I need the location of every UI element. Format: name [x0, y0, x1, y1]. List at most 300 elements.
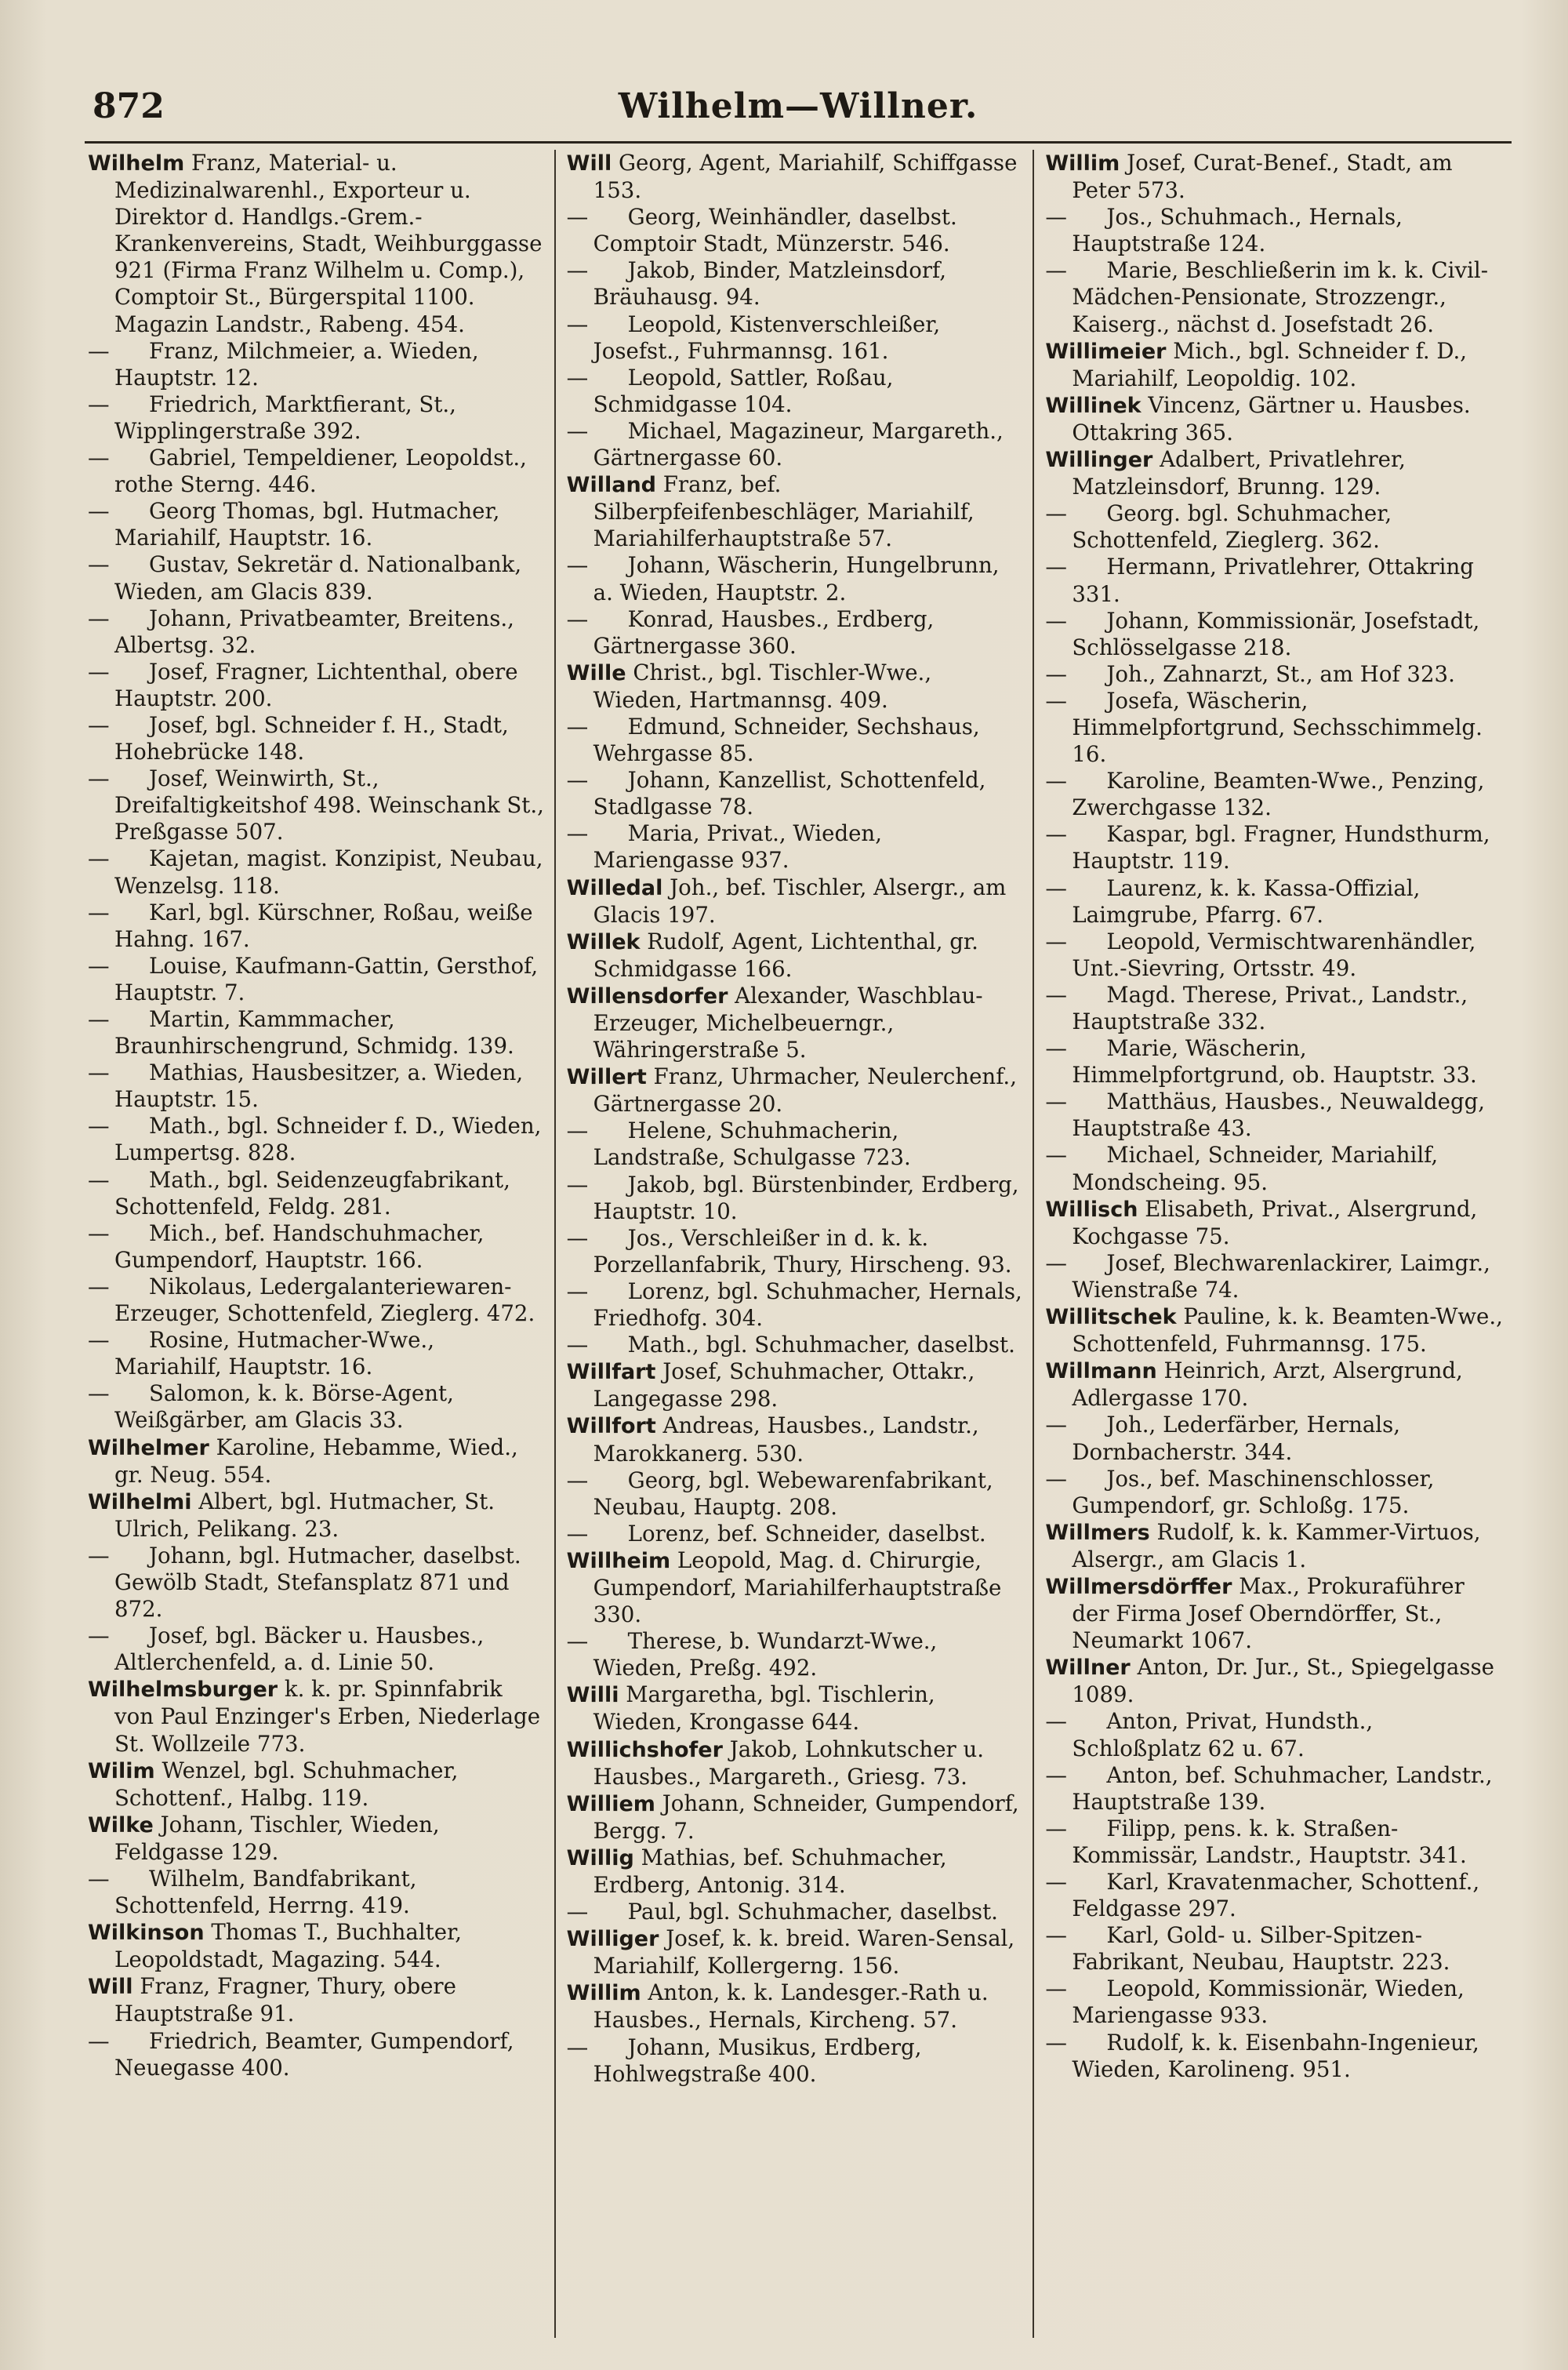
- entry-text: Karoline, Hebamme, Wied., gr. Neug. 554.: [114, 1434, 518, 1488]
- entry-surname: Willim: [1045, 151, 1120, 176]
- entry-text: Jakob, Lohnkutscher u. Hausbes., Margareth., Griesg. 73.: [593, 1736, 985, 1790]
- directory-entry: [88, 765, 546, 845]
- ditto-dash: —: [88, 845, 110, 872]
- ditto-dash: —: [566, 1224, 589, 1251]
- directory-entry: [567, 1172, 1025, 1225]
- directory-entry: [567, 1358, 1025, 1412]
- ditto-dash: —: [1045, 874, 1067, 901]
- entry-surname: Willig: [566, 1845, 634, 1870]
- ditto-dash: —: [566, 311, 589, 337]
- ditto-dash: —: [566, 552, 589, 579]
- entry-text: Lorenz, bgl. Schuhmacher, Hernals, Friedhofg. 304.: [593, 1278, 1022, 1332]
- entry-surname: Willmersdörffer: [1045, 1574, 1232, 1599]
- ditto-dash: —: [88, 1113, 110, 1140]
- entry-text: Karl, bgl. Kürschner, Roßau, weiße Hahng. 167.: [114, 899, 533, 952]
- ditto-dash: —: [88, 1166, 110, 1193]
- ditto-dash: —: [566, 1332, 589, 1358]
- entry-text: Wilhelm, Bandfabrikant, Schottenfeld, Herrng. 419.: [114, 1866, 417, 1919]
- ditto-dash: —: [1045, 554, 1067, 580]
- entry-text: Kajetan, magist. Konzipist, Neubau, Wenzelsg. 118.: [114, 845, 543, 899]
- ditto-dash: —: [566, 1171, 589, 1198]
- directory-entry: [567, 150, 1025, 204]
- entry-surname: Willinger: [1045, 448, 1153, 473]
- entry-surname: Willner: [1045, 1656, 1131, 1681]
- entry-text: Franz, Milchmeier, a. Wieden, Hauptstr. 12.: [114, 337, 479, 391]
- ditto-dash: —: [566, 417, 589, 444]
- entry-text: Gabriel, Tempeldiener, Leopoldst., rothe Sterng. 446.: [114, 445, 527, 498]
- ditto-dash: —: [88, 765, 110, 792]
- column-3: [1033, 150, 1512, 2338]
- directory-entry: [567, 1979, 1025, 2034]
- entry-text: Filipp, pens. k. k. Straßen-Kommissär, Landstr., Hauptstr. 341.: [1072, 1815, 1467, 1868]
- directory-entry: [567, 1063, 1025, 1118]
- entry-text: Joh., bef. Tischler, Alsergr., am Glacis 197.: [593, 874, 1007, 928]
- directory-entry: [88, 1676, 546, 1757]
- directory-entry: [567, 1412, 1025, 1467]
- entry-text: Jakob, Binder, Matzleinsdorf, Bräuhausg. 94.: [593, 257, 947, 311]
- directory-entry: [1045, 1466, 1504, 1519]
- directory-columns: [85, 150, 1512, 2338]
- directory-entry: [1045, 1250, 1504, 1303]
- ditto-dash: —: [88, 899, 110, 925]
- directory-entry: [567, 1681, 1025, 1736]
- entry-text: Thomas T., Buchhalter, Leopoldstadt, Magazing. 544.: [114, 1919, 463, 1973]
- entry-text: Jos., Verschleißer in d. k. k. Porzellanfabrik, Thury, Hirscheng. 93.: [593, 1224, 1012, 1278]
- ditto-dash: —: [1045, 687, 1067, 714]
- ditto-dash: —: [566, 257, 589, 284]
- directory-entry: [567, 1845, 1025, 1899]
- entry-text: Mathias, Hausbesitzer, a. Wieden, Hauptstr. 15.: [114, 1060, 524, 1113]
- directory-entry: [1045, 1922, 1504, 1976]
- entry-text: Josef, Schuhmacher, Ottakr., Langegasse 298.: [593, 1358, 975, 1412]
- entry-surname: Willitschek: [1045, 1305, 1177, 1330]
- entry-text: Anton, bef. Schuhmacher, Landstr., Hauptstraße 139.: [1072, 1761, 1493, 1815]
- entry-text: k. k. pr. Spinnfabrik von Paul Enzinger's Erben, Niederlage St. Wollzeile 773.: [114, 1676, 541, 1757]
- directory-entry: [1045, 338, 1504, 392]
- ditto-dash: —: [566, 713, 589, 740]
- directory-entry: [88, 1167, 546, 1220]
- entry-text: Anton, k. k. Landesger.-Rath u. Hausbes., Hernals, Kircheng. 57.: [593, 1979, 989, 2034]
- entry-text: Johann, Wäscherin, Hungelbrunn, a. Wieden, Hauptstr. 2.: [593, 552, 1000, 605]
- directory-entry: [88, 845, 546, 899]
- ditto-dash: —: [566, 2034, 589, 2060]
- entry-text: Anton, Dr. Jur., St., Spiegelgasse 1089.: [1072, 1654, 1494, 1708]
- directory-entry: [88, 1006, 546, 1060]
- entry-surname: Williger: [566, 1927, 659, 1952]
- directory-entry: [88, 712, 546, 765]
- ditto-dash: —: [566, 204, 589, 231]
- directory-entry: [567, 929, 1025, 983]
- entry-surname: Willmers: [1045, 1520, 1150, 1545]
- directory-entry: [88, 445, 546, 498]
- entry-surname: Wilhelmi: [88, 1489, 192, 1514]
- directory-entry: [1045, 982, 1504, 1035]
- entry-text: Gustav, Sekretär d. Nationalbank, Wieden, am Glacis 839.: [114, 551, 522, 605]
- ditto-dash: —: [1045, 257, 1067, 284]
- entry-text: Anton, Privat, Hundsth., Schloßplatz 62 u. 67.: [1072, 1708, 1374, 1761]
- ditto-dash: —: [1045, 1922, 1067, 1949]
- entry-text: Joh., Lederfärber, Hernals, Dornbacherstr. 344.: [1072, 1412, 1401, 1465]
- entry-surname: Wille: [566, 660, 626, 685]
- directory-entry: [1045, 2030, 1504, 2083]
- directory-entry: [1045, 1816, 1504, 1869]
- ditto-dash: —: [88, 1220, 110, 1246]
- directory-entry: [88, 1973, 546, 2027]
- entry-text: Albert, bgl. Hutmacher, St. Ulrich, Pelikang. 23.: [114, 1488, 495, 1542]
- entry-text: Johann, Kanzellist, Schottenfeld, Stadlgasse 78.: [593, 767, 986, 820]
- ditto-dash: —: [1045, 981, 1067, 1008]
- entry-surname: Willek: [566, 929, 641, 954]
- entry-text: Friedrich, Marktfierant, St., Wipplingerstraße 392.: [114, 391, 456, 444]
- ditto-dash: —: [88, 605, 110, 631]
- ditto-dash: —: [1045, 1249, 1067, 1276]
- directory-entry: [88, 1866, 546, 1919]
- entry-text: Leopold, Kistenverschleißer, Josefst., Fuhrmannsg. 161.: [593, 311, 941, 364]
- entry-surname: Wilim: [88, 1758, 155, 1783]
- page-number: 872: [93, 86, 165, 126]
- entry-text: Marie, Beschließerin im k. k. Civil-Mädchen-Pensionate, Strozzengr., Kaiserg., nächst d. Josefstadt 26.: [1072, 257, 1489, 337]
- ditto-dash: —: [88, 551, 110, 578]
- entry-text: Franz, Uhrmacher, Neulerchenf., Gärtnergasse 20.: [593, 1063, 1017, 1118]
- directory-entry: [88, 338, 546, 391]
- ditto-dash: —: [566, 767, 589, 794]
- entry-text: Margaretha, bgl. Tischlerin, Wieden, Krongasse 644.: [593, 1681, 935, 1736]
- entry-text: Martin, Kammmacher, Braunhirschengrund, Schmidg. 139.: [114, 1006, 514, 1060]
- directory-entry: [88, 900, 546, 953]
- ditto-dash: —: [88, 1273, 110, 1300]
- entry-surname: Wilhelm: [88, 151, 185, 176]
- entry-surname: Willheim: [566, 1548, 671, 1573]
- entry-text: Vincenz, Gärtner u. Hausbes. Ottakring 365.: [1072, 391, 1471, 445]
- directory-entry: [88, 1434, 546, 1489]
- directory-entry: [88, 150, 546, 338]
- entry-text: Georg, Agent, Mariahilf, Schiffgasse 153.: [593, 150, 1018, 204]
- directory-entry: [567, 552, 1025, 605]
- directory-entry: [1045, 1303, 1504, 1358]
- entry-text: Salomon, k. k. Börse-Agent, Weißgärber, am Glacis 33.: [114, 1380, 454, 1434]
- ditto-dash: —: [88, 1327, 110, 1354]
- ditto-dash: —: [88, 498, 110, 525]
- ditto-dash: —: [88, 1866, 110, 1892]
- entry-surname: Willert: [566, 1065, 647, 1090]
- entry-text: Rudolf, k. k. Eisenbahn-Ingenieur, Wieden, Karolineng. 951.: [1072, 2029, 1479, 2082]
- directory-entry: [567, 983, 1025, 1063]
- entry-text: Josef, Blechwarenlackirer, Laimgr., Wienstraße 74.: [1072, 1249, 1490, 1303]
- entry-text: Alexander, Waschblau-Erzeuger, Michelbeuerngr., Währingerstraße 5.: [593, 982, 983, 1063]
- entry-surname: Wilhelmer: [88, 1435, 209, 1460]
- directory-entry: [88, 605, 546, 659]
- entry-text: Elisabeth, Privat., Alsergrund, Kochgasse 75.: [1072, 1195, 1478, 1249]
- ditto-dash: —: [566, 1628, 589, 1655]
- ditto-dash: —: [1045, 768, 1067, 794]
- entry-text: Christ., bgl. Tischler-Wwe., Wieden, Hartmannsg. 409.: [593, 659, 932, 713]
- ditto-dash: —: [88, 1623, 110, 1649]
- entry-text: Johann, Privatbeamter, Breitens., Albertsg. 32.: [114, 605, 514, 658]
- entry-text: Nikolaus, Ledergalanteriewaren-Erzeuger, Schottenfeld, Zieglerg. 472.: [114, 1273, 535, 1327]
- entry-text: Pauline, k. k. Beamten-Wwe., Schottenfeld, Fuhrmannsg. 175.: [1072, 1303, 1503, 1358]
- directory-entry: [1045, 204, 1504, 257]
- entry-text: Maria, Privat., Wieden, Mariengasse 937.: [593, 820, 882, 874]
- entry-text: Georg, Weinhändler, daselbst. Comptoir Stadt, Münzerstr. 546.: [593, 204, 957, 257]
- directory-entry: [567, 2034, 1025, 2088]
- directory-entry: [567, 767, 1025, 820]
- entry-text: Josef, Curat-Benef., Stadt, am Peter 573.: [1072, 150, 1453, 204]
- entry-text: Hermann, Privatlehrer, Ottakring 331.: [1072, 554, 1474, 607]
- directory-entry: [567, 1628, 1025, 1681]
- directory-entry: [1045, 821, 1504, 874]
- ditto-dash: —: [1045, 1761, 1067, 1788]
- directory-entry: [88, 1327, 546, 1380]
- entry-text: Mathias, bef. Schuhmacher, Erdberg, Antonig. 314.: [593, 1844, 947, 1898]
- ditto-dash: —: [566, 1899, 589, 1925]
- directory-entry: [88, 498, 546, 551]
- ditto-dash: —: [566, 1118, 589, 1144]
- entry-text: Josef, bgl. Bäcker u. Hausbes., Altlerchenfeld, a. d. Linie 50.: [114, 1623, 485, 1676]
- ditto-dash: —: [1045, 660, 1067, 687]
- entry-text: Michael, Magazineur, Margareth., Gärtnergasse 60.: [593, 417, 1004, 471]
- ditto-dash: —: [566, 1467, 589, 1493]
- directory-entry: [1045, 1869, 1504, 1922]
- entry-text: Math., bgl. Schneider f. D., Wieden, Lumpertsg. 828.: [114, 1113, 542, 1166]
- entry-text: Paul, bgl. Schuhmacher, daselbst.: [627, 1899, 998, 1925]
- directory-entry: [1045, 554, 1504, 607]
- ditto-dash: —: [88, 1542, 110, 1568]
- ditto-dash: —: [88, 1380, 110, 1407]
- entry-text: Jos., bef. Maschinenschlosser, Gumpendorf, gr. Schloßg. 175.: [1072, 1465, 1435, 1518]
- entry-text: Johann, Tischler, Wieden, Feldgasse 129.: [114, 1811, 440, 1865]
- directory-entry: [1045, 150, 1504, 204]
- directory-entry: [1045, 500, 1504, 554]
- directory-entry: [567, 1925, 1025, 1979]
- ditto-dash: —: [88, 1006, 110, 1032]
- directory-entry: [1045, 1762, 1504, 1816]
- entry-surname: Willfart: [566, 1360, 656, 1385]
- ditto-dash: —: [88, 337, 110, 364]
- directory-entry: [567, 257, 1025, 311]
- entry-text: Leopold, Sattler, Roßau, Schmidgasse 104.: [593, 364, 894, 417]
- ditto-dash: —: [1045, 204, 1067, 231]
- entry-surname: Willi: [566, 1683, 619, 1708]
- directory-entry: [567, 1899, 1025, 1925]
- directory-entry: [1045, 392, 1504, 446]
- directory-entry: [567, 204, 1025, 257]
- entry-surname: Willfort: [566, 1414, 656, 1439]
- column-2: [554, 150, 1033, 2338]
- ditto-dash: —: [566, 820, 589, 847]
- ditto-dash: —: [1045, 1035, 1067, 1062]
- entry-text: Mich., bgl. Schneider f. D., Mariahilf, Leopoldig. 102.: [1072, 337, 1468, 391]
- ditto-dash: —: [88, 658, 110, 685]
- ditto-dash: —: [1045, 500, 1067, 527]
- entry-surname: Willand: [566, 473, 656, 498]
- entry-text: Karl, Kravatenmacher, Schottenf., Feldgasse 297.: [1072, 1869, 1480, 1922]
- ditto-dash: —: [566, 605, 589, 632]
- entry-text: Therese, b. Wundarzt-Wwe., Wieden, Preßg. 492.: [593, 1628, 938, 1681]
- entry-text: Andreas, Hausbes., Landstr., Marokkanerg. 530.: [593, 1412, 979, 1467]
- directory-entry: [88, 1812, 546, 1866]
- directory-entry: [1045, 1654, 1504, 1708]
- entry-text: Laurenz, k. k. Kassa-Offizial, Laimgrube, Pfarrg. 67.: [1072, 874, 1421, 928]
- directory-entry: [88, 1113, 546, 1166]
- directory-entry: [88, 659, 546, 712]
- entry-text: Leopold, Mag. d. Chirurgie, Gumpendorf, Mariahilferhauptstraße 330.: [593, 1547, 1002, 1628]
- entry-text: Rudolf, k. k. Kammer-Virtuos, Alsergr., am Glacis 1.: [1072, 1518, 1481, 1572]
- directory-entry: [88, 1380, 546, 1434]
- entry-text: Jakob, bgl. Bürstenbinder, Erdberg, Hauptstr. 10.: [593, 1171, 1019, 1224]
- entry-text: Edmund, Schneider, Sechshaus, Wehrgasse 85.: [593, 713, 980, 767]
- directory-entry: [567, 418, 1025, 471]
- directory-entry: [1045, 608, 1504, 661]
- directory-entry: [1045, 929, 1504, 982]
- entry-surname: Willensdorfer: [566, 983, 728, 1009]
- entry-surname: Willimeier: [1045, 339, 1167, 364]
- entry-text: Math., bgl. Seidenzeugfabrikant, Schottenfeld, Feldg. 281.: [114, 1166, 510, 1220]
- entry-surname: Willmann: [1045, 1359, 1157, 1384]
- entry-text: Helene, Schuhmacherin, Landstraße, Schulgasse 723.: [593, 1118, 911, 1171]
- directory-entry: [567, 1278, 1025, 1332]
- entry-surname: Wilke: [88, 1812, 154, 1837]
- ditto-dash: —: [1045, 1976, 1067, 2002]
- entry-text: Michael, Schneider, Mariahilf, Mondscheing. 95.: [1072, 1142, 1439, 1195]
- ditto-dash: —: [1045, 607, 1067, 634]
- entry-text: Georg, bgl. Webewarenfabrikant, Neubau, Hauptg. 208.: [593, 1467, 993, 1520]
- directory-entry: [567, 606, 1025, 660]
- entry-surname: Willisch: [1045, 1197, 1138, 1222]
- entry-text: Josefa, Wäscherin, Himmelpfortgrund, Sechsschimmelg. 16.: [1072, 687, 1483, 768]
- entry-text: Franz, Material- u. Medizinalwarenhl., Exporteur u. Direktor d. Handlgs.-Grem.-Krankenvereins, Stadt, Weihburggasse 921 (Firma Franz Wilhelm u. Comp.), Comptoir St., Bürgerspital 1100. Magazin Landstr., Rabeng. 454.: [114, 150, 543, 337]
- entry-text: Johann, Schneider, Gumpendorf, Bergg. 7.: [593, 1790, 1019, 1844]
- entry-text: Kaspar, bgl. Fragner, Hundsthurm, Hauptstr. 119.: [1072, 821, 1490, 874]
- ditto-dash: —: [1045, 1815, 1067, 1841]
- entry-surname: Will: [88, 1975, 133, 2000]
- ditto-dash: —: [88, 445, 110, 471]
- entry-text: Georg Thomas, bgl. Hutmacher, Mariahilf, Hauptstr. 16.: [114, 498, 500, 551]
- entry-text: Magd. Therese, Privat., Landstr., Hauptstraße 332.: [1072, 981, 1468, 1034]
- ditto-dash: —: [88, 1060, 110, 1086]
- entry-text: Josef, Weinwirth, St., Dreifaltigkeitshof 498. Weinschank St., Preßgasse 507.: [114, 765, 544, 845]
- ditto-dash: —: [88, 391, 110, 417]
- entry-text: Johann, Kommissionär, Josefstadt, Schlösselgasse 218.: [1072, 607, 1480, 660]
- directory-entry: [567, 1118, 1025, 1171]
- entry-text: Joh., Zahnarzt, St., am Hof 323.: [1106, 660, 1455, 687]
- ditto-dash: —: [1045, 1089, 1067, 1115]
- entry-text: Georg. bgl. Schuhmacher, Schottenfeld, Zieglerg. 362.: [1072, 500, 1392, 554]
- directory-entry: [88, 1060, 546, 1113]
- directory-entry: [567, 471, 1025, 552]
- column-1: [85, 150, 554, 2338]
- ditto-dash: —: [1045, 1142, 1067, 1169]
- directory-entry: [1045, 1976, 1504, 2029]
- ditto-dash: —: [566, 364, 589, 391]
- entry-surname: Wilhelmsburger: [88, 1678, 278, 1703]
- ditto-dash: —: [1045, 928, 1067, 954]
- ditto-dash: —: [88, 711, 110, 738]
- directory-entry: [1045, 875, 1504, 929]
- directory-entry: [88, 1489, 546, 1543]
- entry-text: Friedrich, Beamter, Gumpendorf, Neuegasse 400.: [114, 2027, 514, 2081]
- directory-entry: [1045, 688, 1504, 768]
- entry-text: Marie, Wäscherin, Himmelpfortgrund, ob. Hauptstr. 33.: [1072, 1035, 1477, 1089]
- directory-entry: [1045, 661, 1504, 688]
- page-title: Wilhelm—Willner.: [618, 86, 978, 126]
- directory-entry: [88, 1623, 546, 1676]
- entry-surname: Will: [566, 151, 612, 176]
- directory-entry: [1045, 1142, 1504, 1195]
- directory-entry: [567, 1521, 1025, 1547]
- page-header: [85, 86, 1512, 144]
- entry-text: Leopold, Vermischtwarenhändler, Unt.-Sievring, Ortsstr. 49.: [1072, 928, 1476, 981]
- ditto-dash: —: [1045, 1869, 1067, 1895]
- directory-entry: [88, 551, 546, 605]
- entry-text: Karl, Gold- u. Silber-Spitzen-Fabrikant, Neubau, Hauptstr. 223.: [1072, 1922, 1450, 1976]
- entry-surname: Willim: [566, 1981, 641, 2006]
- directory-entry: [1045, 1573, 1504, 1654]
- directory-entry: [88, 391, 546, 445]
- entry-surname: Willichshofer: [566, 1737, 723, 1762]
- entry-surname: Willinek: [1045, 393, 1142, 418]
- directory-entry: [567, 1467, 1025, 1521]
- directory-entry: [567, 1736, 1025, 1790]
- entry-text: Rudolf, Agent, Lichtenthal, gr. Schmidgasse 166.: [593, 928, 978, 982]
- ditto-dash: —: [566, 1278, 589, 1304]
- directory-entry: [567, 820, 1025, 874]
- directory-entry: [567, 660, 1025, 714]
- directory-entry: [1045, 1708, 1504, 1761]
- directory-entry: [567, 365, 1025, 418]
- entry-text: Karoline, Beamten-Wwe., Penzing, Zwerchgasse 132.: [1072, 768, 1485, 821]
- ditto-dash: —: [1045, 821, 1067, 848]
- entry-text: Josef, k. k. breid. Waren-Sensal, Mariahilf, Kollergerng. 156.: [593, 1925, 1015, 1979]
- directory-entry: [1045, 1519, 1504, 1573]
- ditto-dash: —: [566, 1520, 589, 1547]
- ditto-dash: —: [88, 952, 110, 979]
- ditto-dash: —: [1045, 1465, 1067, 1492]
- entry-text: Lorenz, bef. Schneider, daselbst.: [627, 1520, 986, 1547]
- ditto-dash: —: [88, 2027, 110, 2054]
- entry-text: Louise, Kaufmann-Gattin, Gersthof, Hauptstr. 7.: [114, 952, 539, 1005]
- entry-surname: Williem: [566, 1791, 655, 1816]
- directory-entry: [567, 1332, 1025, 1358]
- entry-surname: Willedal: [566, 875, 663, 900]
- directory-entry: [88, 2028, 546, 2081]
- directory-entry: [567, 311, 1025, 365]
- entry-text: Leopold, Kommissionär, Wieden, Mariengasse 933.: [1072, 1976, 1465, 2029]
- directory-entry: [88, 1274, 546, 1327]
- entry-text: Adalbert, Privatlehrer, Matzleinsdorf, Brunng. 129.: [1072, 446, 1406, 500]
- directory-entry: [1045, 446, 1504, 500]
- directory-entry: [567, 1225, 1025, 1278]
- entry-text: Jos., Schuhmach., Hernals, Hauptstraße 124.: [1072, 204, 1403, 257]
- ditto-dash: —: [1045, 1708, 1067, 1735]
- directory-entry: [1045, 1358, 1504, 1412]
- entry-text: Johann, Musikus, Erdberg, Hohlwegstraße 400.: [593, 2034, 922, 2087]
- entry-text: Wenzel, bgl. Schuhmacher, Schottenf., Halbg. 119.: [114, 1757, 459, 1811]
- directory-entry: [567, 874, 1025, 929]
- directory-entry: [88, 1543, 546, 1623]
- directory-entry: [1045, 1089, 1504, 1142]
- directory-entry: [1045, 257, 1504, 337]
- entry-text: Josef, Fragner, Lichtenthal, obere Hauptstr. 200.: [114, 658, 518, 711]
- ditto-dash: —: [1045, 1412, 1067, 1438]
- entry-text: Max., Prokuraführer der Firma Josef Oberndörffer, St., Neumarkt 1067.: [1072, 1572, 1465, 1654]
- directory-entry: [1045, 1196, 1504, 1250]
- directory-entry: [1045, 768, 1504, 821]
- directory-entry: [1045, 1035, 1504, 1089]
- directory-entry: [88, 1758, 546, 1812]
- entry-text: Franz, bef. Silberpfeifenbeschläger, Mariahilf, Mariahilferhauptstraße 57.: [593, 471, 975, 552]
- directory-entry: [567, 1547, 1025, 1628]
- directory-entry: [567, 1790, 1025, 1845]
